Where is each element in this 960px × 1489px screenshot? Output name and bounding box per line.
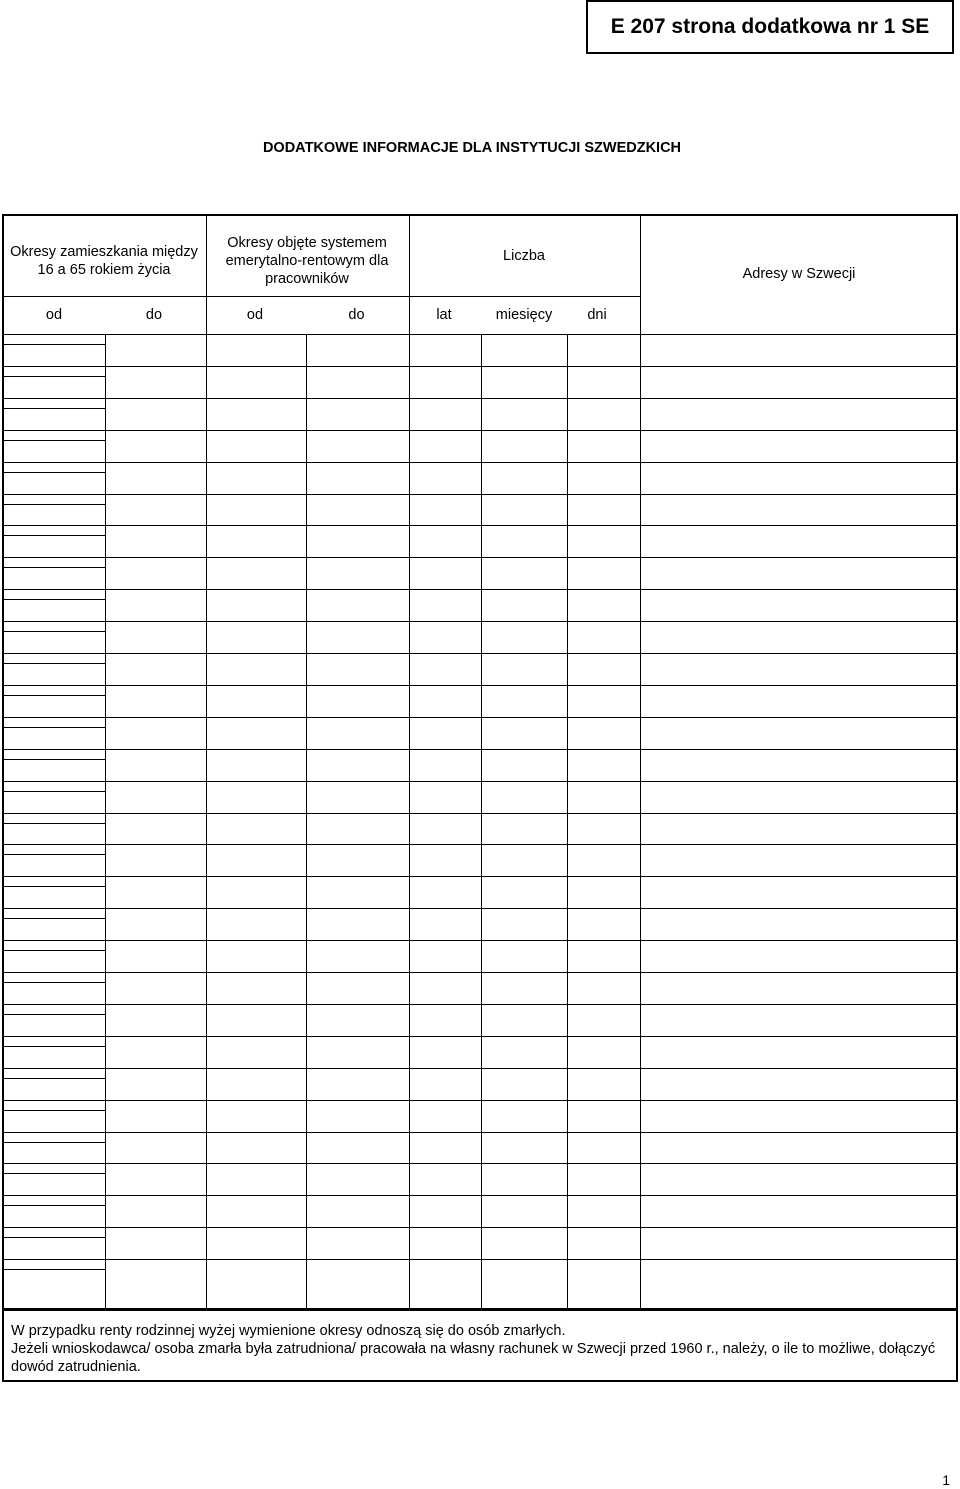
subheader-days: dni [587,307,607,323]
table-row-line [4,717,956,718]
col-divider [105,334,106,1308]
table-row-line [4,844,956,845]
table-row-subline [4,1110,105,1111]
table-row-line [4,557,956,558]
col-divider [306,334,307,1308]
table-row-subline [4,982,105,983]
table-row-subline [4,504,105,505]
table-row-subline [4,791,105,792]
periods-table [2,214,958,1310]
table-row-subline [4,440,105,441]
table-row-line [4,813,956,814]
table-row-line [4,653,956,654]
table-row-line [4,398,956,399]
table-row-subline [4,1142,105,1143]
table-row-line [4,749,956,750]
table-row-subline [4,886,105,887]
table-row-line [4,589,956,590]
table-row-subline [4,599,105,600]
table-row-subline [4,535,105,536]
subheader-insurance-to: do [348,307,365,323]
table-row-line [4,685,956,686]
col-divider [640,216,641,1308]
table-row-line [4,1068,956,1069]
subheader-months: miesięcy [495,307,553,323]
table-row-line [4,972,956,973]
table-row-line [4,494,956,495]
header-address: Adresy w Szwecji [742,266,856,282]
table-row-subline [4,759,105,760]
table-row-line [4,908,956,909]
col-divider [481,334,482,1308]
form-id-box [586,0,954,54]
table-row-line [4,1259,956,1260]
table-row-subline [4,918,105,919]
table-row-subline [4,344,105,345]
subheader-insurance-from: od [246,307,264,323]
table-row-line [4,1227,956,1228]
table-row-subline [4,695,105,696]
subheader-residence-from: od [45,307,63,323]
table-row-line [4,781,956,782]
table-row-subline [4,567,105,568]
table-row-subline [4,408,105,409]
table-row-line [4,1036,956,1037]
header-insurance-periods: Okresy objęte systemem emerytalno-rentowym dla pracowników [225,235,389,287]
table-row-subline [4,727,105,728]
note-line-2: Jeżeli wnioskodawca/ osoba zmarła była zatrudniona/ pracowała na własny rachunek w Szwecji przed 1960 r., należy, o ile to możliwe, dołączyć dowód zatrudnienia. [11,1341,936,1375]
page-number: 1 [942,1472,950,1488]
col-divider [567,334,568,1308]
table-row-line [4,1004,956,1005]
form-id-label: E 207 strona dodatkowa nr 1 SE [610,15,930,38]
header-row-line [4,296,640,297]
header-residence-periods: Okresy zamieszkania między 16 a 65 rokiem życia [10,244,198,278]
table-row-line [4,1195,956,1196]
col-divider [409,216,410,1308]
table-row-line [4,876,956,877]
table-row-subline [4,823,105,824]
subheader-residence-to: do [145,307,163,323]
table-row-subline [4,1014,105,1015]
table-row-subline [4,1205,105,1206]
table-row-line [4,940,956,941]
subheader-row-line [4,334,956,335]
header-count: Liczba [503,248,545,264]
table-row-subline [4,854,105,855]
table-row-subline [4,950,105,951]
table-row-line [4,1163,956,1164]
page-title: DODATKOWE INFORMACJE DLA INSTYTUCJI SZWEDZKICH [262,140,682,156]
col-divider [206,216,207,1308]
table-row-subline [4,1046,105,1047]
note-box [2,1309,958,1382]
table-row-line [4,525,956,526]
table-row-subline [4,1078,105,1079]
table-row-line [4,462,956,463]
table-row-subline [4,631,105,632]
table-row-subline [4,1237,105,1238]
table-row-line [4,621,956,622]
subheader-years: lat [436,307,452,323]
table-row-line [4,430,956,431]
table-row-subline [4,663,105,664]
table-row-subline [4,472,105,473]
table-row-line [4,366,956,367]
table-row-subline [4,1173,105,1174]
table-row-line [4,1100,956,1101]
table-row-subline [4,1269,105,1270]
table-row-subline [4,376,105,377]
note-line-1: W przypadku renty rodzinnej wyżej wymienione okresy odnoszą się do osób zmarłych. [11,1323,566,1339]
table-row-line [4,1132,956,1133]
